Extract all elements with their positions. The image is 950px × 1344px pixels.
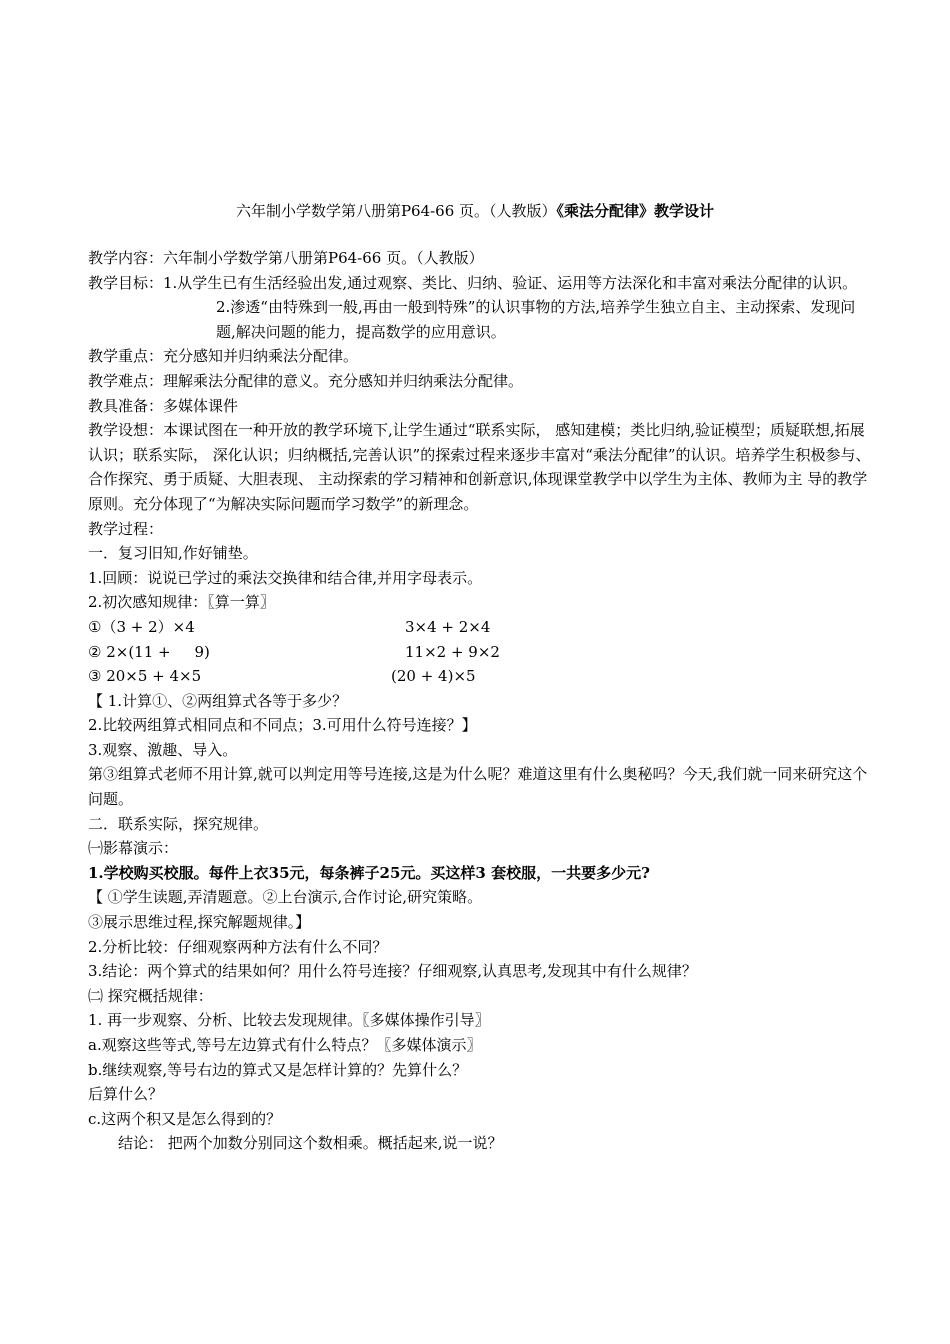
question-1: 【 1.计算①、②两组算式各等于多少？	[88, 691, 348, 710]
title-main: 六年制小学数学第八册第P64-66 页。（人教版）	[235, 202, 557, 220]
equation-right: 3×4 + 2×4	[405, 617, 491, 636]
teaching-process-heading: 教学过程：	[88, 519, 164, 538]
observe-b: b.继续观察,等号右边的算式又是怎样计算的？先算什么？	[88, 1060, 468, 1079]
explore-item: 1. 再一步观察、分析、比较去发现规律。〖多媒体操作引导〗	[88, 1011, 490, 1030]
teaching-focus: 教学重点：充分感知并归纳乘法分配律。	[88, 347, 359, 366]
equation-left: ② 2×(11 + 9)	[88, 642, 210, 661]
equation-row-2	[88, 640, 874, 665]
observe-a: a.观察这些等式,等号左边算式有什么特点？〖多媒体演示〗	[88, 1036, 482, 1054]
steps-1: 【 ①学生读题,弄清题意。②上台演示,合作讨论,研究策略。	[88, 888, 483, 907]
teaching-content: 教学内容：六年制小学数学第八册第P64-66 页。（人教版）	[88, 249, 484, 267]
conclusion-item: 3.结论：两个算式的结果如何？用什么符号连接？仔细观察,认真思考,发现其中有什么规律？	[88, 962, 697, 981]
subsection-1-heading: ㈠影幕演示：	[88, 839, 179, 858]
equation-row-3	[88, 664, 874, 689]
subsection-2-heading: ㈡ 探究概括规律：	[88, 986, 213, 1005]
question-2: 2.比较两组算式相同点和不同点；3.可用什么符号连接？】	[88, 716, 477, 735]
review-item: 1.回顾：说说已学过的乘法交换律和结合律,并用字母表示。	[88, 568, 483, 587]
teaching-goal-1: 教学目标：1.从学生已有生活经验出发,通过观察、类比、归纳、验证、运用等方法深化和丰富对乘法分配律的认识。	[88, 273, 858, 292]
observe-c: c.这两个积又是怎么得到的？	[88, 1109, 282, 1128]
first-perception-item: 2.初次感知规律：〖算一算〗	[88, 593, 275, 612]
equation-left: ①（3 + 2）×4	[88, 617, 195, 636]
title-bold: 《乘法分配律》教学设计	[556, 202, 715, 220]
observe-b-cont: 后算什么？	[88, 1085, 164, 1104]
equation-left: ③ 20×5 + 4×5	[88, 667, 202, 686]
final-conclusion: 结论： 把两个加数分别同这个数相乘。概括起来,说一说？	[118, 1134, 503, 1153]
uniform-problem: 1.学校购买校服。每件上衣35元，每条裤子25元。买这样3 套校服，一共要多少元?	[88, 863, 650, 882]
document-title	[0, 199, 950, 223]
analysis-item: 2.分析比较：仔细观察两种方法有什么不同？	[88, 937, 388, 956]
teaching-aids: 教具准备：多媒体课件	[88, 396, 239, 415]
teaching-goal-2: 2.渗透“由特殊到一般,再由一般到特殊”的认识事物的方法,培养学生独立自主、主动探索、发现问题,解决问题的能力，提高数学的应用意识。	[216, 298, 856, 341]
teaching-difficulty: 教学难点：理解乘法分配律的意义。充分感知并归纳乘法分配律。	[88, 371, 524, 390]
steps-2: ③展示思维过程,探究解题规律。】	[88, 913, 311, 932]
equation-right: 11×2 + 9×2	[405, 642, 500, 661]
section-2-heading: 二．联系实际，探究规律。	[88, 814, 269, 833]
section-1-heading: 一．复习旧知,作好铺垫。	[88, 544, 258, 563]
intro-paragraph: 第③组算式老师不用计算,就可以判定用等号连接,这是为什么呢？难道这里有什么奥秘吗？今天,我们就一同来研究这个问题。	[88, 765, 868, 809]
equation-right: (20 + 4)×5	[391, 667, 476, 686]
teaching-concept: 教学设想：本课试图在一种开放的教学环境下,让学生通过“联系实际， 感知建模；类比归纳,验证模型；质疑联想,拓展认识；联系实际， 深化认识；归纳概括,完善认识”的探索过程来逐步丰富对“乘法分配律”的认识。培养学生积极参与、合作探究、勇于质疑、大胆表现、 主动探索的学习精神和创新意识,体现课堂教学中以学生为主体、教师为主 导的教学原则。充分体现了“为解决实际问题而学习数学”的新理念。	[88, 421, 871, 513]
observe-item: 3.观察、激趣、导入。	[88, 740, 238, 759]
equation-row-1	[88, 615, 874, 640]
document-body	[88, 246, 874, 1156]
